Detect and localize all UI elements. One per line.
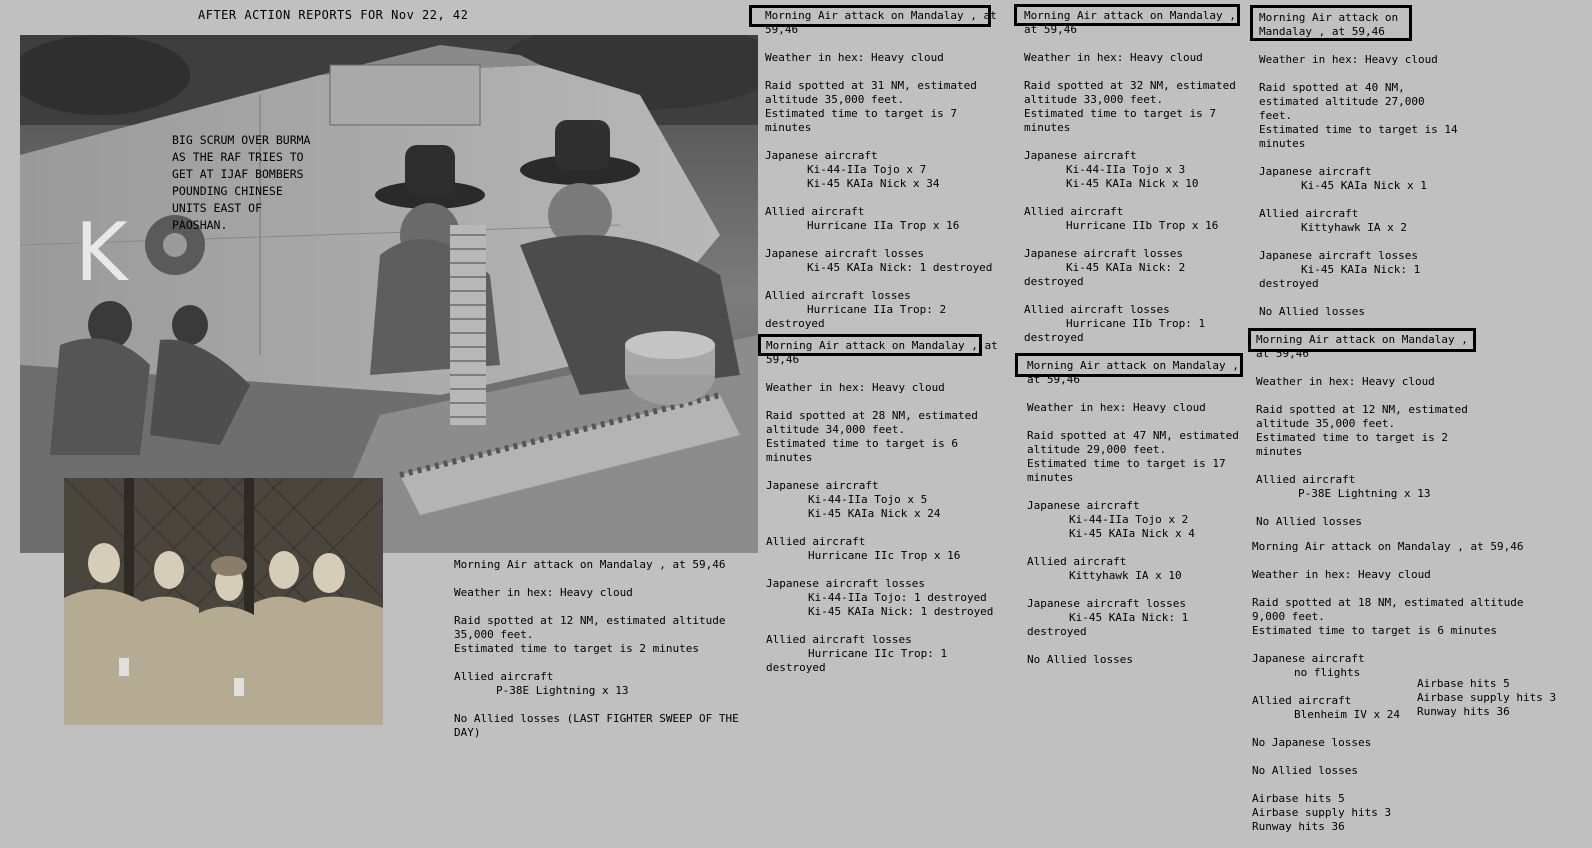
raid-details	[1024, 79, 1249, 135]
allied-aircraft	[1027, 555, 1252, 583]
page-title: AFTER ACTION REPORTS FOR Nov 22, 42	[198, 8, 469, 22]
section-label: Japanese aircraft losses	[766, 577, 925, 590]
raid-details	[1259, 81, 1459, 151]
caption-line: UNITS EAST OF	[172, 201, 263, 215]
section-label: Allied aircraft	[454, 670, 554, 683]
hit-line: Airbase hits 5	[1417, 677, 1510, 690]
aircraft-entry: Ki-45 KAIa Nick x 24	[808, 507, 941, 520]
aircraft-entry: Kittyhawk IA x 2	[1301, 221, 1407, 234]
report-header: Morning Air attack on Mandalay , at 59,46	[1252, 540, 1524, 553]
raid-line: Raid spotted at 47 NM, estimated altitude 29,000 feet.	[1027, 429, 1239, 456]
allied-losses-note: No Allied losses	[1252, 764, 1358, 777]
raid-details	[1256, 403, 1481, 459]
japanese-aircraft	[1259, 165, 1459, 193]
raid-details	[766, 409, 1006, 465]
aircraft-entry: Ki-44-IIa Tojo x 2	[1069, 513, 1189, 526]
aircraft-entry: Ki-44-IIa Tojo x 3	[1066, 163, 1186, 176]
losses-note: No Allied losses (LAST FIGHTER SWEEP OF THE DAY)	[454, 712, 739, 739]
caption-line: PAOSHAN.	[172, 218, 228, 232]
raid-line: Raid spotted at 40 NM, estimated altitude 27,000 feet.	[1259, 81, 1425, 122]
allied-aircraft	[454, 670, 754, 698]
report-header: Morning Air attack on Mandalay , at 59,46	[1259, 11, 1399, 38]
eta-line: Estimated time to target is 7 minutes	[1024, 107, 1217, 134]
aircraft-letter: K	[75, 206, 128, 299]
japanese-aircraft	[1252, 652, 1552, 680]
loss-entry: Ki-44-IIa Tojo: 1 destroyed	[808, 591, 987, 604]
section-label: Japanese aircraft losses	[1024, 247, 1183, 260]
eta-line: Estimated time to target is 7 minutes	[765, 107, 958, 134]
section-label: Allied aircraft losses	[765, 289, 911, 302]
section-label: Japanese aircraft	[766, 479, 879, 492]
allied-losses	[766, 633, 1006, 675]
japanese-aircraft	[766, 479, 1006, 521]
section-label: Japanese aircraft losses	[1259, 249, 1418, 262]
allied-aircraft	[1024, 205, 1249, 233]
losses-note: No Allied losses	[1259, 305, 1365, 318]
eta-line: Estimated time to target is 17 minutes	[1027, 457, 1226, 484]
weather-line: Weather in hex: Heavy cloud	[1024, 51, 1203, 64]
japanese-aircraft	[1024, 149, 1249, 191]
side-hits	[1417, 677, 1567, 719]
officers-photo	[64, 478, 383, 725]
section-label: Japanese aircraft	[1024, 149, 1137, 162]
allied-losses	[1024, 303, 1249, 345]
japanese-losses	[1024, 247, 1249, 289]
caption-line: GET AT IJAF BOMBERS	[172, 167, 304, 181]
aircraft-entry: Blenheim IV x 24	[1294, 708, 1400, 721]
eta-line: Estimated time to target is 14 minutes	[1259, 123, 1458, 150]
weather-line: Weather in hex: Heavy cloud	[454, 586, 633, 599]
raid-line: Raid spotted at 12 NM, estimated altitude 35,000 feet.	[454, 614, 726, 641]
report-2	[766, 339, 1006, 689]
raid-details	[765, 79, 1005, 135]
aircraft-entry: Ki-45 KAIa Nick x 34	[807, 177, 940, 190]
raid-line: Raid spotted at 12 NM, estimated altitude 35,000 feet.	[1256, 403, 1468, 430]
japanese-losses	[1259, 249, 1459, 291]
aircraft-entry: Ki-45 KAIa Nick x 1	[1301, 179, 1427, 192]
japanese-losses-note: No Japanese losses	[1252, 736, 1372, 749]
loss-entry: Ki-45 KAIa Nick: 1 destroyed	[807, 261, 993, 274]
officers-photo-illustration	[64, 478, 383, 725]
losses-note: No Allied losses	[1256, 515, 1362, 528]
loss-entry: Ki-45 KAIa Nick: 1 destroyed	[808, 605, 994, 618]
section-label: Allied aircraft	[766, 535, 866, 548]
weather-line: Weather in hex: Heavy cloud	[1256, 375, 1435, 388]
section-label: Japanese aircraft	[1259, 165, 1372, 178]
airbase-hits	[1252, 792, 1552, 834]
hit-line: Airbase hits 5	[1252, 792, 1345, 805]
report-3	[454, 558, 754, 754]
report-1	[765, 9, 1005, 345]
report-7	[1256, 333, 1481, 543]
eta-line: Estimated time to target is 2 minutes	[454, 642, 700, 655]
aircraft-entry: Ki-45 KAIa Nick x 4	[1069, 527, 1195, 540]
weather-line: Weather in hex: Heavy cloud	[1259, 53, 1438, 66]
section-label: Allied aircraft losses	[766, 633, 912, 646]
caption-line: POUNDING CHINESE	[172, 184, 283, 198]
photo-caption	[172, 132, 310, 234]
loss-entry: Ki-45 KAIa Nick: 1 destroyed	[1027, 611, 1189, 638]
aircraft-entry: Hurricane IIc Trop x 16	[808, 549, 961, 562]
weather-line: Weather in hex: Heavy cloud	[1027, 401, 1206, 414]
eta-line: Estimated time to target is 6 minutes	[1252, 624, 1498, 637]
caption-line: BIG SCRUM OVER BURMA	[172, 133, 311, 147]
main-photo	[20, 35, 758, 553]
raid-details	[1252, 596, 1552, 638]
weather-line: Weather in hex: Heavy cloud	[1252, 568, 1431, 581]
eta-line: Estimated time to target is 2 minutes	[1256, 431, 1449, 458]
hit-line: Runway hits 36	[1417, 705, 1510, 718]
allied-aircraft	[1256, 473, 1481, 501]
armourers-photo-illustration	[20, 35, 758, 553]
aircraft-entry: Hurricane IIb Trop x 16	[1066, 219, 1219, 232]
allied-aircraft	[765, 205, 1005, 233]
loss-entry: Ki-45 KAIa Nick: 1 destroyed	[1259, 263, 1421, 290]
japanese-aircraft	[765, 149, 1005, 191]
weather-line: Weather in hex: Heavy cloud	[765, 51, 944, 64]
section-label: Japanese aircraft	[1252, 652, 1365, 665]
aircraft-entry: Kittyhawk IA x 10	[1069, 569, 1182, 582]
aircraft-entry: Ki-44-IIa Tojo x 5	[808, 493, 928, 506]
report-header: Morning Air attack on Mandalay , at 59,46	[1024, 9, 1236, 36]
section-label: Allied aircraft losses	[1024, 303, 1170, 316]
raid-details	[454, 614, 754, 656]
section-label: Allied aircraft	[1252, 694, 1352, 707]
japanese-losses	[765, 247, 1005, 275]
weather-line: Weather in hex: Heavy cloud	[766, 381, 945, 394]
raid-line: Raid spotted at 18 NM, estimated altitude 9,000 feet.	[1252, 596, 1524, 623]
loss-entry: Hurricane IIc Trop: 1 destroyed	[766, 647, 948, 674]
aircraft-entry: Hurricane IIa Trop x 16	[807, 219, 960, 232]
report-5	[1027, 359, 1252, 681]
hit-line: Runway hits 36	[1252, 820, 1345, 833]
section-label: Japanese aircraft	[1027, 499, 1140, 512]
raid-line: Raid spotted at 28 NM, estimated altitude 34,000 feet.	[766, 409, 978, 436]
hit-line: Airbase supply hits 3	[1417, 691, 1557, 704]
report-6	[1259, 11, 1459, 333]
aircraft-entry: P-38E Lightning x 13	[1298, 487, 1431, 500]
report-header: Morning Air attack on Mandalay , at 59,46	[766, 339, 998, 366]
japanese-aircraft	[1027, 499, 1252, 541]
aircraft-entry: no flights	[1294, 666, 1361, 679]
allied-aircraft	[766, 535, 1006, 563]
aircraft-entry: P-38E Lightning x 13	[496, 684, 629, 697]
section-label: Allied aircraft	[1256, 473, 1356, 486]
section-label: Allied aircraft	[1259, 207, 1359, 220]
loss-entry: Hurricane IIa Trop: 2 destroyed	[765, 303, 947, 330]
eta-line: Estimated time to target is 6 minutes	[766, 437, 959, 464]
losses-note: No Allied losses	[1027, 653, 1133, 666]
report-header: Morning Air attack on Mandalay , at 59,46	[765, 9, 997, 36]
loss-entry: Ki-45 KAIa Nick: 2 destroyed	[1024, 261, 1186, 288]
aircraft-entry: Ki-45 KAIa Nick x 10	[1066, 177, 1199, 190]
caption-line: AS THE RAF TRIES TO	[172, 150, 304, 164]
hit-line: Airbase supply hits 3	[1252, 806, 1392, 819]
raid-line: Raid spotted at 31 NM, estimated altitude 35,000 feet.	[765, 79, 977, 106]
japanese-losses	[1027, 597, 1252, 639]
report-4	[1024, 9, 1249, 359]
section-label: Allied aircraft	[1024, 205, 1124, 218]
section-label: Allied aircraft	[765, 205, 865, 218]
section-label: Japanese aircraft losses	[1027, 597, 1186, 610]
report-header: Morning Air attack on Mandalay , at 59,46	[1027, 359, 1239, 386]
allied-aircraft	[1259, 207, 1459, 235]
loss-entry: Hurricane IIb Trop: 1 destroyed	[1024, 317, 1206, 344]
allied-losses	[765, 289, 1005, 331]
section-label: Japanese aircraft	[765, 149, 878, 162]
report-header: Morning Air attack on Mandalay , at 59,46	[1256, 333, 1468, 360]
raid-line: Raid spotted at 32 NM, estimated altitude 33,000 feet.	[1024, 79, 1236, 106]
raid-details	[1027, 429, 1252, 485]
japanese-losses	[766, 577, 1006, 619]
report-header: Morning Air attack on Mandalay , at 59,46	[454, 558, 726, 571]
aircraft-entry: Ki-44-IIa Tojo x 7	[807, 163, 927, 176]
section-label: Allied aircraft	[1027, 555, 1127, 568]
section-label: Japanese aircraft losses	[765, 247, 924, 260]
